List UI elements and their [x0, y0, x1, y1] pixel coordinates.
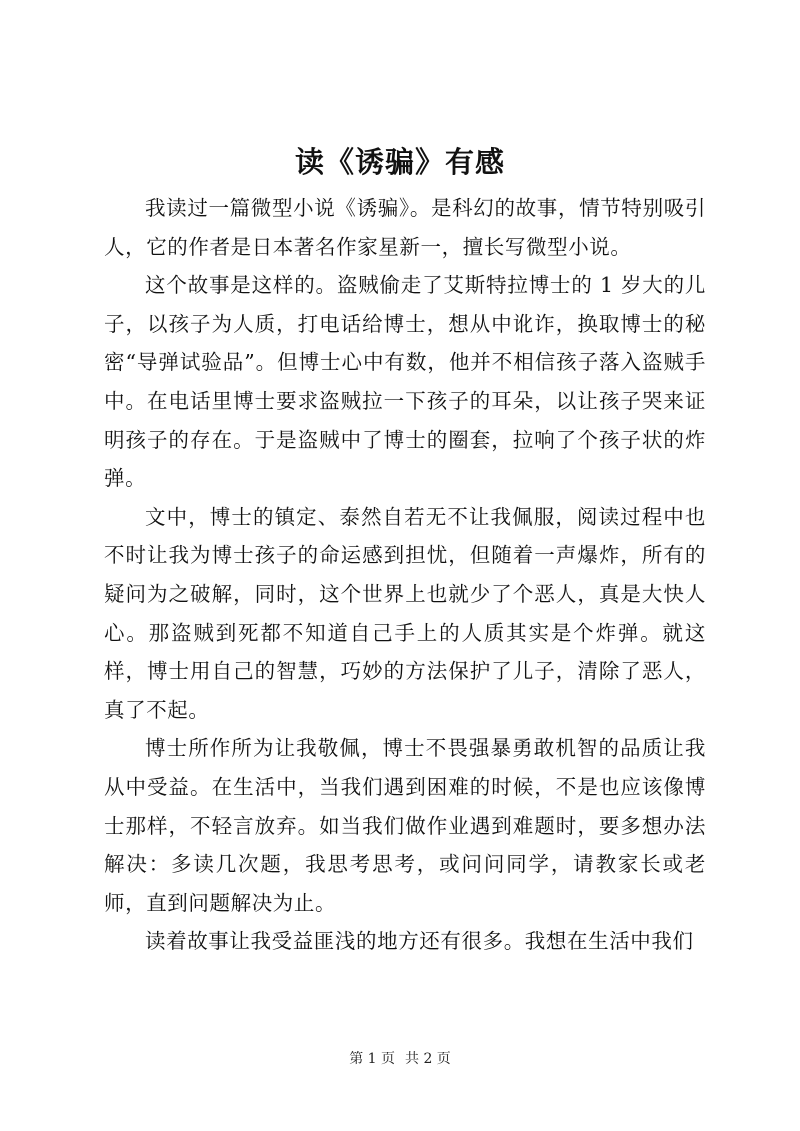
paragraph: 我读过一篇微型小说《诱骗》。是科幻的故事，情节特别吸引人，它的作者是日本著名作家星新一，擅长写微型小说。	[104, 196, 706, 259]
page-footer	[0, 1049, 800, 1069]
document-body	[104, 189, 706, 961]
paragraph: 博士所作所为让我敬佩，博士不畏强暴勇敢机智的品质让我从中受益。在生活中，当我们遇到困难的时候，不是也应该像博士那样，不轻言放弃。如当我们做作业遇到难题时，要多想办法解决：多读几次题，我思考思考，或问问同学，请教家长或老师，直到问题解决为止。	[104, 736, 706, 915]
paragraph: 这个故事是这样的。盗贼偷走了艾斯特拉博士的 1 岁大的儿子，以孩子为人质，打电话给博士，想从中讹诈，换取博士的秘密“导弹试验品”。但博士心中有数，他并不相信孩子落入盗贼手中。在电话里博士要求盗贼拉一下孩子的耳朵，以让孩子哭来证明孩子的存在。于是盗贼中了博士的圈套，拉响了个孩子状的炸弹。	[104, 273, 706, 491]
page-number: 第 1 页	[349, 1051, 395, 1067]
paragraph: 读着故事让我受益匪浅的地方还有很多。我想在生活中我们	[145, 929, 694, 954]
document-title: 读《诱骗》有感	[294, 145, 505, 179]
page-total: 共 2 页	[405, 1051, 451, 1067]
paragraph: 文中，博士的镇定、泰然自若无不让我佩服，阅读过程中也不时让我为博士孩子的命运感到担忧，但随着一声爆炸，所有的疑问为之破解，同时，这个世界上也就少了个恶人，真是大快人心。那盗贼到死都不知道自己手上的人质其实是个炸弹。就这样，博士用自己的智慧，巧妙的方法保护了儿子，清除了恶人，真了不起。	[104, 504, 706, 722]
